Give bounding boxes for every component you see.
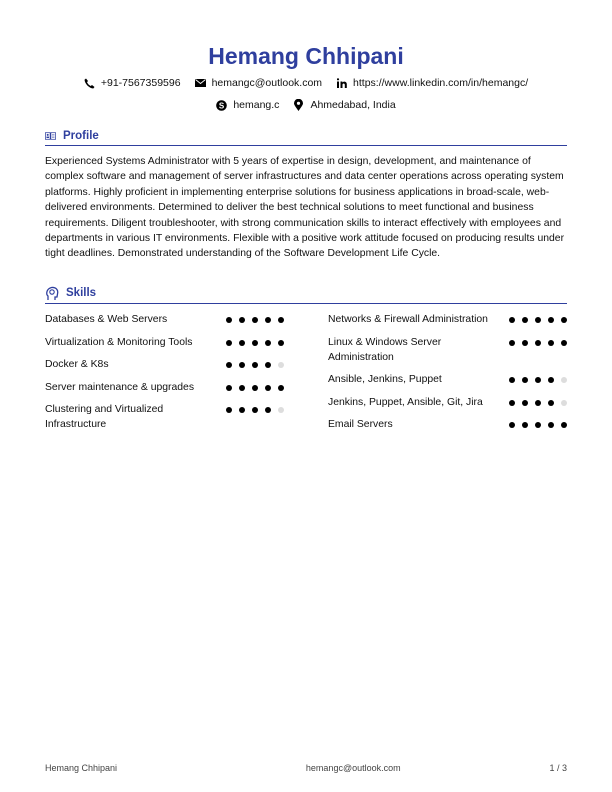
skill-rating bbox=[226, 402, 284, 432]
rating-dot bbox=[239, 407, 245, 413]
rating-dot bbox=[226, 385, 232, 391]
skill-rating bbox=[226, 312, 284, 327]
rating-dot bbox=[278, 385, 284, 391]
skill-label: Email Servers bbox=[328, 419, 393, 430]
rating-dot bbox=[548, 400, 554, 406]
rating-dot bbox=[522, 400, 528, 406]
skill-rating bbox=[509, 372, 567, 387]
rating-dot bbox=[509, 317, 515, 323]
rating-dot bbox=[265, 385, 271, 391]
skill-label: Ansible, Jenkins, Puppet bbox=[328, 374, 442, 385]
rating-dot bbox=[535, 340, 541, 346]
rating-dot bbox=[239, 317, 245, 323]
rating-dot bbox=[265, 407, 271, 413]
rating-dot bbox=[561, 422, 567, 428]
id-card-icon bbox=[45, 131, 56, 142]
page-footer bbox=[45, 763, 567, 773]
skill-rating bbox=[226, 335, 284, 350]
skill-item bbox=[328, 395, 567, 410]
rating-dot bbox=[548, 317, 554, 323]
skill-rating bbox=[226, 380, 284, 395]
rating-dot bbox=[265, 340, 271, 346]
skill-label: Server maintenance & upgrades bbox=[45, 381, 195, 393]
skill-rating bbox=[509, 417, 567, 432]
rating-dot bbox=[252, 362, 258, 368]
skill-item bbox=[328, 335, 567, 365]
rating-dot bbox=[239, 385, 245, 391]
skill-label: Clustering and Virtualized Infrastructure bbox=[45, 404, 164, 430]
rating-dot bbox=[278, 407, 284, 413]
page-number: 1 / 3 bbox=[549, 763, 567, 773]
rating-dot bbox=[265, 317, 271, 323]
rating-dot bbox=[561, 340, 567, 346]
rating-dot bbox=[535, 377, 541, 383]
location-icon bbox=[293, 100, 304, 111]
rating-dot bbox=[252, 340, 258, 346]
contact-row bbox=[0, 99, 612, 111]
skill-rating bbox=[226, 357, 284, 372]
rating-dot bbox=[535, 400, 541, 406]
rating-dot bbox=[522, 422, 528, 428]
rating-dot bbox=[226, 362, 232, 368]
skill-label: Virtualization & Monitoring Tools bbox=[45, 336, 193, 348]
candidate-name: Hemang Chhipani bbox=[208, 43, 404, 69]
contact-item[interactable] bbox=[336, 77, 528, 89]
contact-item[interactable] bbox=[216, 99, 279, 111]
rating-dot bbox=[252, 385, 258, 391]
skills-column-right bbox=[328, 312, 567, 440]
rating-dot bbox=[509, 340, 515, 346]
skill-item bbox=[45, 335, 284, 350]
rating-dot bbox=[561, 317, 567, 323]
skill-label: Linux & Windows Server Administration bbox=[328, 336, 442, 363]
section-title: Skills bbox=[66, 287, 97, 299]
contact-item[interactable] bbox=[195, 77, 322, 89]
rating-dot bbox=[548, 422, 554, 428]
footer-email: hemangc@outlook.com bbox=[305, 763, 401, 773]
section-title: Profile bbox=[63, 130, 99, 142]
contact-item[interactable] bbox=[293, 99, 395, 111]
rating-dot bbox=[278, 317, 284, 323]
rating-dot bbox=[561, 377, 567, 383]
rating-dot bbox=[509, 377, 515, 383]
skill-item bbox=[45, 357, 284, 372]
rating-dot bbox=[548, 377, 554, 383]
skill-rating bbox=[509, 335, 567, 365]
rating-dot bbox=[522, 317, 528, 323]
rating-dot bbox=[226, 407, 232, 413]
skill-rating bbox=[509, 395, 567, 410]
contact-text[interactable]: +91-7567359596 bbox=[100, 77, 181, 89]
rating-dot bbox=[252, 407, 258, 413]
section-header-profile bbox=[45, 130, 567, 146]
contact-text[interactable]: hemang.c bbox=[233, 99, 280, 111]
rating-dot bbox=[239, 340, 245, 346]
skills-grid bbox=[45, 312, 567, 440]
skill-item bbox=[45, 312, 284, 327]
rating-dot bbox=[265, 362, 271, 368]
contact-text[interactable]: https://www.linkedin.com/in/hemangc/ bbox=[353, 77, 529, 89]
rating-dot bbox=[509, 400, 515, 406]
rating-dot bbox=[522, 377, 528, 383]
skills-column-left bbox=[45, 312, 284, 440]
skill-label: Databases & Web Servers bbox=[45, 314, 168, 325]
rating-dot bbox=[561, 400, 567, 406]
contact-row bbox=[0, 77, 612, 89]
phone-icon bbox=[84, 78, 95, 89]
footer-name: Hemang Chhipani bbox=[45, 763, 118, 773]
linkedin-icon bbox=[336, 78, 347, 89]
section-header-skills bbox=[45, 286, 567, 304]
skype-icon bbox=[216, 100, 227, 111]
brain-head-icon bbox=[45, 286, 59, 300]
skill-item bbox=[45, 380, 284, 395]
skill-item bbox=[45, 402, 284, 432]
skill-item bbox=[328, 417, 567, 432]
skill-label: Networks & Firewall Administration bbox=[328, 314, 488, 325]
contact-text[interactable]: hemangc@outlook.com bbox=[211, 77, 323, 89]
skill-item bbox=[328, 372, 567, 387]
rating-dot bbox=[548, 340, 554, 346]
skill-rating bbox=[509, 312, 567, 327]
skill-label: Docker & K8s bbox=[45, 359, 109, 370]
profile-text: Experienced Systems Administrator with 5 years of expertise in design, development, and maintenance of complex software and management of server infrastructures and data center operations across operating system platforms. Highly proficient in implementing enterprise solutions for business applications in broad-scale, web-delivered environments. Determined to deliver the best technical solutions to meet functional and business requirements. Diligent troubleshooter, with strong communication skills to interact effectively with employees and departments in various IT environments. Flexible with a positive work attitude focused on producing results under tight deadlines. Demonstrated understanding of the Software Development Life Cycle. bbox=[45, 156, 565, 260]
rating-dot bbox=[535, 422, 541, 428]
rating-dot bbox=[226, 317, 232, 323]
contact-text[interactable]: Ahmedabad, India bbox=[310, 99, 396, 111]
rating-dot bbox=[252, 317, 258, 323]
rating-dot bbox=[278, 340, 284, 346]
svg-text:S: S bbox=[219, 100, 225, 110]
rating-dot bbox=[226, 340, 232, 346]
rating-dot bbox=[535, 317, 541, 323]
rating-dot bbox=[239, 362, 245, 368]
rating-dot bbox=[509, 422, 515, 428]
rating-dot bbox=[278, 362, 284, 368]
contact-item[interactable] bbox=[84, 77, 181, 89]
skill-item bbox=[328, 312, 567, 327]
email-icon bbox=[195, 78, 206, 89]
rating-dot bbox=[522, 340, 528, 346]
skill-label: Jenkins, Puppet, Ansible, Git, Jira bbox=[328, 396, 483, 408]
